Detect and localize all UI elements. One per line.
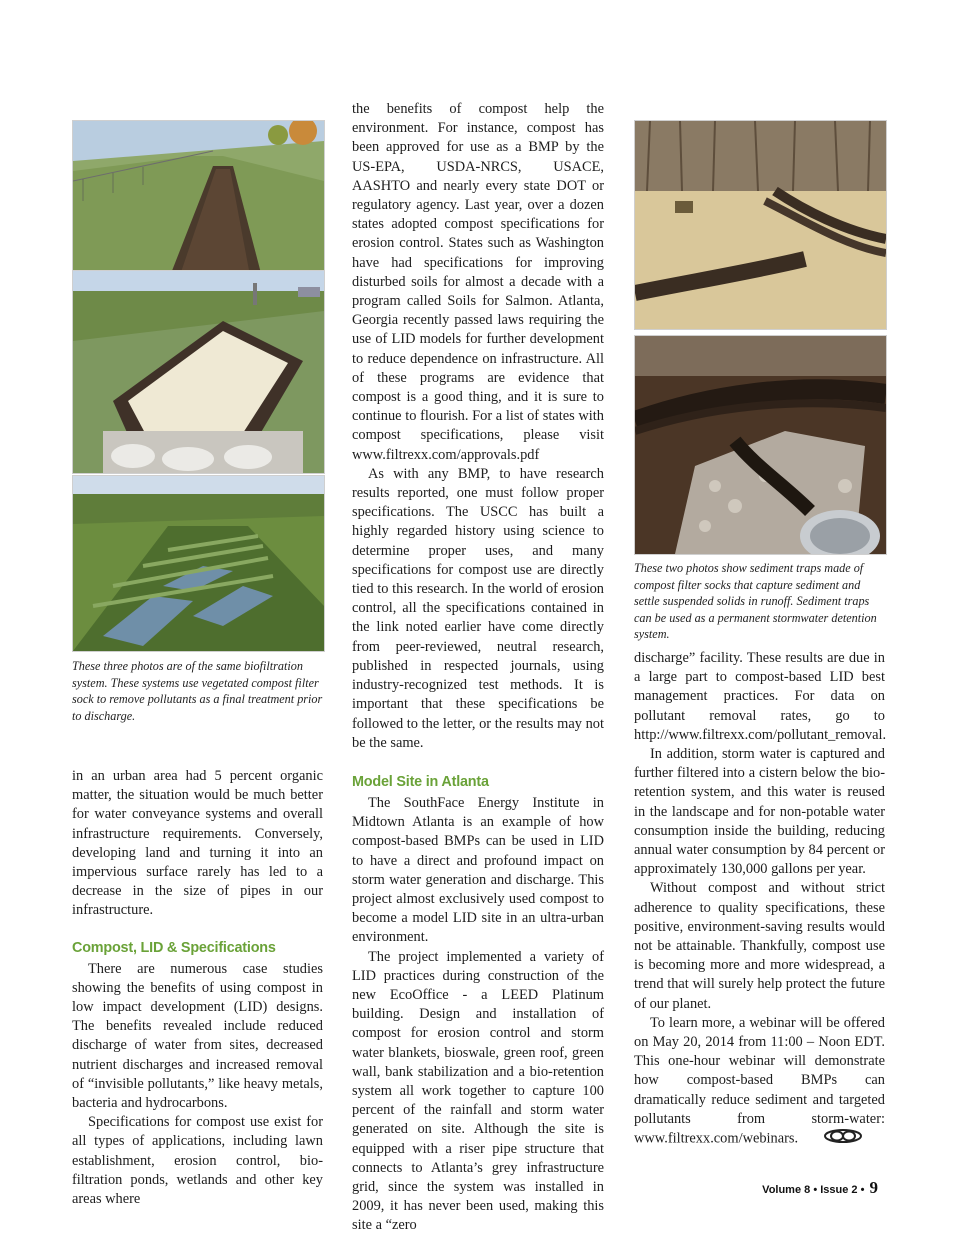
photo-biofiltration-3 — [72, 475, 325, 652]
middle-para-continued: the benefits of compost help the environment. For instance, compost has been approved for use as a BMP by the US-EPA, USDA-NRCS, USACE, AASHTO and nearly every state DOT or regulatory agency. Last year, over a dozen states adopted compost specifications for erosion control. States such as Washington have had specifications for improving disturbed soils for almost a decade with a program called Soils for Salmon. Atlanta, Georgia recently passed laws requiring the use of LID models for further development to reduce dependence on infrastructure. All of these programs are evidence that compost is a good thing, and it is sure to continue to flourish. For a list of states with compost specifications, please visit www.filtrexx.com/approvals.pdf — [352, 101, 604, 463]
section-heading-compost-lid: Compost, LID & Specifications — [72, 939, 276, 956]
right-para-1: In addition, storm water is captured and further filtered into a cistern below the bio-retention system, and this water is reused in the landscape and for non-potable water consumption inside the building, reducing annual water consumption by 84 percent or approximately 130,000 gallons per year. — [634, 746, 885, 878]
left-photo-caption: These three photos are of the same biofiltration system. These systems use vegetated compost filter sock to remove pollutants as a final treatment prior to discharge. — [72, 659, 323, 723]
middle-para-3: The project implemented a variety of LID practices during construction of the new EcoOffice - a LEED Platinum building. Design and installation of compost for erosion control and storm water blankets, bioswale, green roof, green wall, bank stabilization and a bio-retention system all work together to capture 100 percent of the rainfall and storm water generated on site. Although the site is equipped with a riser pipe structure that connects to Atlanta’s grey infrastructure grid, since the system was installed in 2009, it has never been used, making this site a “zero — [352, 948, 604, 1234]
left-para-continued: in an urban area had 5 percent organic matter, the situation would be much better for water conveyance systems and overall infrastructure requirements. Conversely, developing land and turning it into an impervious surface rarely has led to a decrease in the size of pipes in our infrastructure. — [72, 768, 323, 919]
middle-column-text — [352, 100, 604, 1236]
photo-biofiltration-1 — [72, 120, 325, 282]
page-number: 9 — [869, 1178, 878, 1197]
left-column-text — [72, 767, 323, 1209]
right-photo-caption: These two photos show sediment traps made of compost filter socks that capture sediment and settle suspended solids in runoff. Sediment traps can be used as a permanent stormwater detention system. — [634, 561, 877, 642]
middle-para-2: The SouthFace Energy Institute in Midtown Atlanta is an example of how compost-based BMPs can be used in LID to have a direct and profound impact on storm water generation and discharge. This project almost exclusively used compost to become a model LID site in an ultra-urban environment. — [352, 794, 604, 946]
right-para-2: Without compost and without strict adherence to quality specifications, these positive, environment-saving results would not be attainable. Thankfully, compost use is becoming more and more widespread, a trend that will surely help protect the future of our planet. — [634, 880, 885, 1012]
left-para-2: Specifications for compost use exist for all types of applications, including lawn establishment, erosion control, bio-filtration ponds, wetlands and other key areas where — [72, 1114, 323, 1208]
photo-biofiltration-2 — [72, 270, 325, 474]
right-para-3-text: To learn more, a webinar will be offered on May 20, 2014 from 11:00 – Noon EDT. This one-hour webinar will demonstrate how compost-based BMPs can dramatically reduce sediment and targeted pollutants from storm-water: www.filtrexx.com/webinars. — [634, 1014, 885, 1147]
right-column-text — [634, 649, 885, 1149]
photo-sediment-trap-1 — [634, 120, 887, 330]
right-para-continued: discharge” facility. These results are due in a large part to compost-based LID best management practices. For data on pollutant removal rates, go to http://www.filtrexx.com/pollutant_removal. — [634, 650, 887, 743]
right-para-3 — [634, 1014, 885, 1149]
filtrexx-logo-icon — [808, 1129, 862, 1149]
left-para-1: There are numerous case studies showing the benefits of using compost in low impact development (LID) designs. The benefits revealed include reduced discharge of water from sites, decreased nutrient discharges and increased removal of “invisible pollutants,” like heavy metals, bacteria and hydrocarbons. — [72, 960, 323, 1112]
middle-para-1: As with any BMP, to have research results reported, one must follow proper specifications. The USCC has built a highly regarded history using science to determine proper uses, and many specifications for compost use are directly tied to this research. In the world of erosion control, all the specifications contained in the link noted earlier have come directly from peer-reviewed, neutral research, published in respected journals, using industry-recognized test methods. It is important that these specifications be followed to the letter, or the results may not be the same. — [352, 465, 604, 751]
page-footer — [762, 1178, 878, 1198]
section-heading-model-site: Model Site in Atlanta — [352, 773, 489, 790]
photo-sediment-trap-2 — [634, 335, 887, 555]
footer-volume-issue: Volume 8 • Issue 2 • — [762, 1184, 865, 1196]
